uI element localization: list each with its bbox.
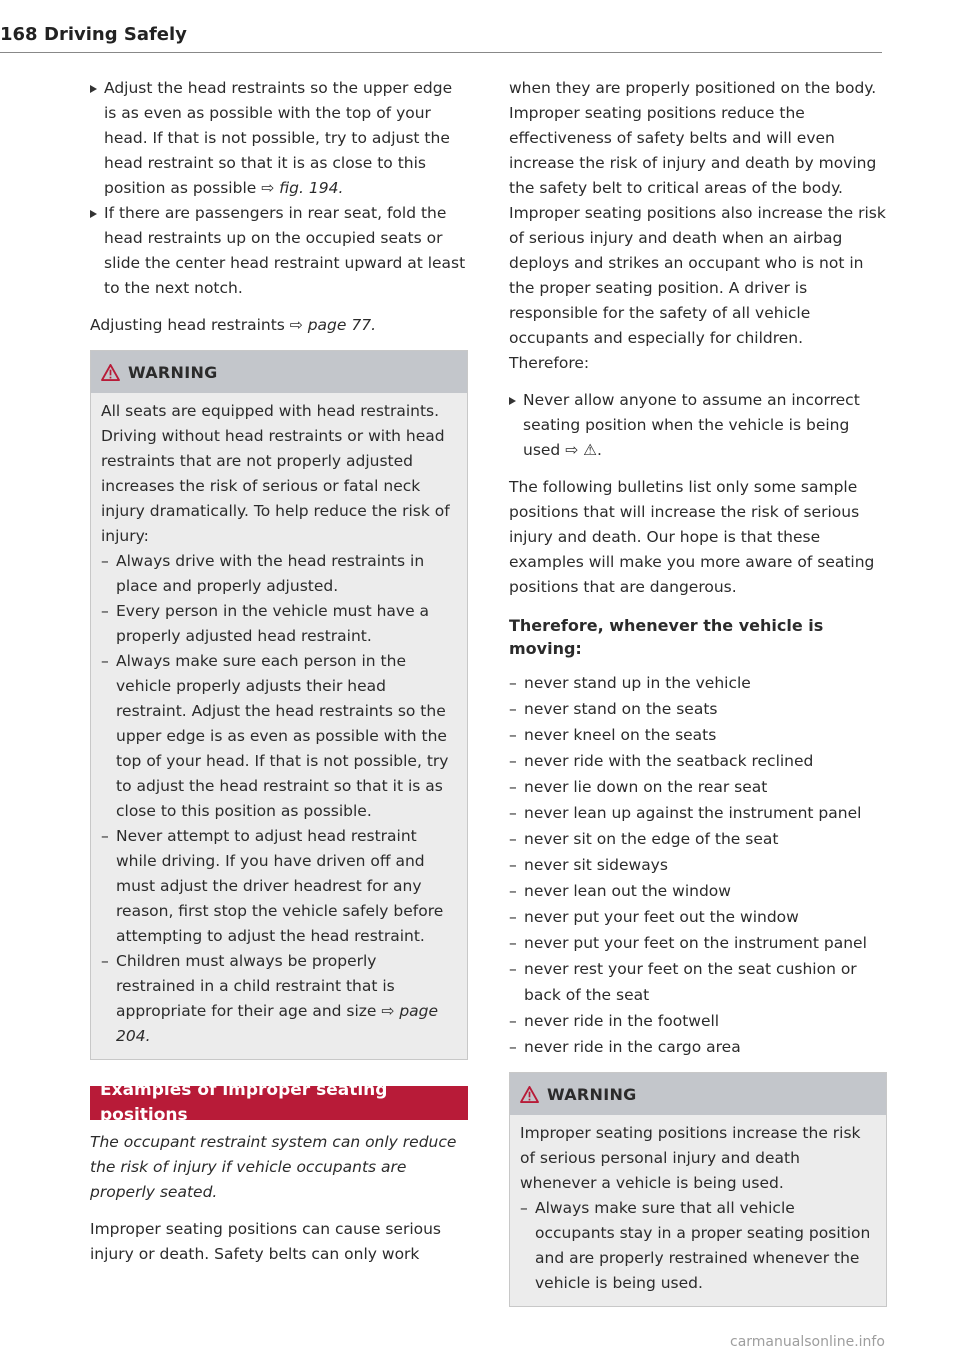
warning-item: – Always make sure that all vehicle occupants stay in a proper seating position and are properly restrained whenever the vehicle is being used. [520, 1196, 874, 1296]
section-heading: Examples of improper seating positions [90, 1086, 468, 1120]
warning-triangle-icon [101, 364, 120, 381]
page-header [0, 24, 882, 54]
chapter-title: Driving Safely [44, 24, 187, 45]
warning-item: – Every person in the vehicle must have a properly adjusted head restraint. [101, 599, 455, 649]
warning-link[interactable]: ⇨ ⚠. [565, 441, 602, 459]
list-item: – never rest your feet on the seat cushion or back of the seat [509, 956, 887, 1008]
instruction-bullet: If there are passengers in rear seat, fold the head restraints up on the occupied seats or slide the center head restraint upward at least to the next notch. [90, 201, 468, 301]
list-item: – never lie down on the rear seat [509, 774, 887, 800]
warning-intro: All seats are equipped with head restraints. Driving without head restraints or with head restraints that are not properly adjusted increases the risk of serious or fatal neck injury dramatically. To help reduce the risk of injury: [101, 402, 450, 545]
body-paragraph: The following bulletins list only some sample positions that will increase the risk of serious injury and death. Our hope is that these examples will make you more aware of seating positions that are dangerous. [509, 478, 875, 596]
page-link[interactable]: ⇨ page 77. [289, 316, 377, 334]
warning-body [91, 393, 467, 1059]
warning-list [101, 549, 455, 1049]
list-item: – never sit sideways [509, 852, 887, 878]
list-item: – never kneel on the seats [509, 722, 887, 748]
warning-item: – Always make sure each person in the vehicle properly adjusts their head restraint. Adjust the head restraints so the upper edge is as even as possible with the top of your head. If that is not possible, try to adjust the head restraint so that it is as close to this position as possible. [101, 649, 455, 824]
list-item: – never stand on the seats [509, 696, 887, 722]
right-column [509, 76, 887, 1307]
subheading: Therefore, whenever the vehicle is moving: [509, 616, 824, 658]
watermark: carmanualsonline.info [730, 1334, 885, 1350]
warning-triangle-icon [520, 1086, 539, 1103]
header-divider [0, 52, 882, 53]
cross-reference-line: Adjusting head restraints ⇨ page 77. [90, 316, 377, 334]
warning-list [520, 1196, 874, 1296]
warning-item: – Always drive with the head restraints in place and properly adjusted. [101, 549, 455, 599]
warning-header [91, 351, 467, 393]
warning-title: WARNING [128, 362, 218, 382]
left-column [90, 76, 468, 1267]
figure-link[interactable]: ⇨ fig. 194. [261, 179, 344, 197]
list-item: – never lean out the window [509, 878, 887, 904]
list-item: – never ride in the cargo area [509, 1034, 887, 1060]
list-item: – never put your feet out the window [509, 904, 887, 930]
list-item: – never sit on the edge of the seat [509, 826, 887, 852]
body-paragraph: Improper seating positions can cause serious injury or death. Safety belts can only work [90, 1220, 442, 1263]
instruction-bullet: Never allow anyone to assume an incorrect seating position when the vehicle is being used ⇨ ⚠. [509, 388, 887, 463]
list-item: – never stand up in the vehicle [509, 670, 887, 696]
instruction-bullet: Adjust the head restraints so the upper edge is as even as possible with the top of your head. If that is not possible, try to adjust the head restraint so that it is as close to this position as possible ⇨ fig. 194. [90, 76, 468, 201]
list-item: – never lean up against the instrument panel [509, 800, 887, 826]
warning-item: – Children must always be properly restrained in a child restraint that is appropriate for their age and size ⇨ page 204. [101, 949, 455, 1049]
warning-box [90, 350, 468, 1060]
body-paragraph: when they are properly positioned on the body. Improper seating positions reduce the effectiveness of safety belts and will even increase the risk of injury and death by moving the safety belt to critical areas of the body. Improper seating positions also increase the risk of serious injury and death when an airbag deploys and strikes an occupant who is not in the proper seating position. A driver is responsible for the safety of all vehicle occupants and especially for children. Therefore: [509, 79, 886, 372]
warning-title: WARNING [547, 1084, 637, 1104]
warning-body [510, 1115, 886, 1306]
warning-header [510, 1073, 886, 1115]
section-intro: The occupant restraint system can only reduce the risk of injury if vehicle occupants are properly seated. [90, 1133, 457, 1201]
dangerous-positions-list [509, 670, 887, 1060]
list-item: – never ride with the seatback reclined [509, 748, 887, 774]
list-item: – never ride in the footwell [509, 1008, 887, 1034]
warning-item: – Never attempt to adjust head restraint while driving. If you have driven off and must adjust the driver headrest for any reason, first stop the vehicle safely before attempting to adjust the head restraint. [101, 824, 455, 949]
page-link[interactable]: ⇨ page 204. [116, 1002, 439, 1045]
page-number: 168 [0, 24, 38, 45]
warning-intro: Improper seating positions increase the risk of serious personal injury and death whenever a vehicle is being used. [520, 1124, 861, 1192]
warning-box [509, 1072, 887, 1307]
list-item: – never put your feet on the instrument panel [509, 930, 887, 956]
